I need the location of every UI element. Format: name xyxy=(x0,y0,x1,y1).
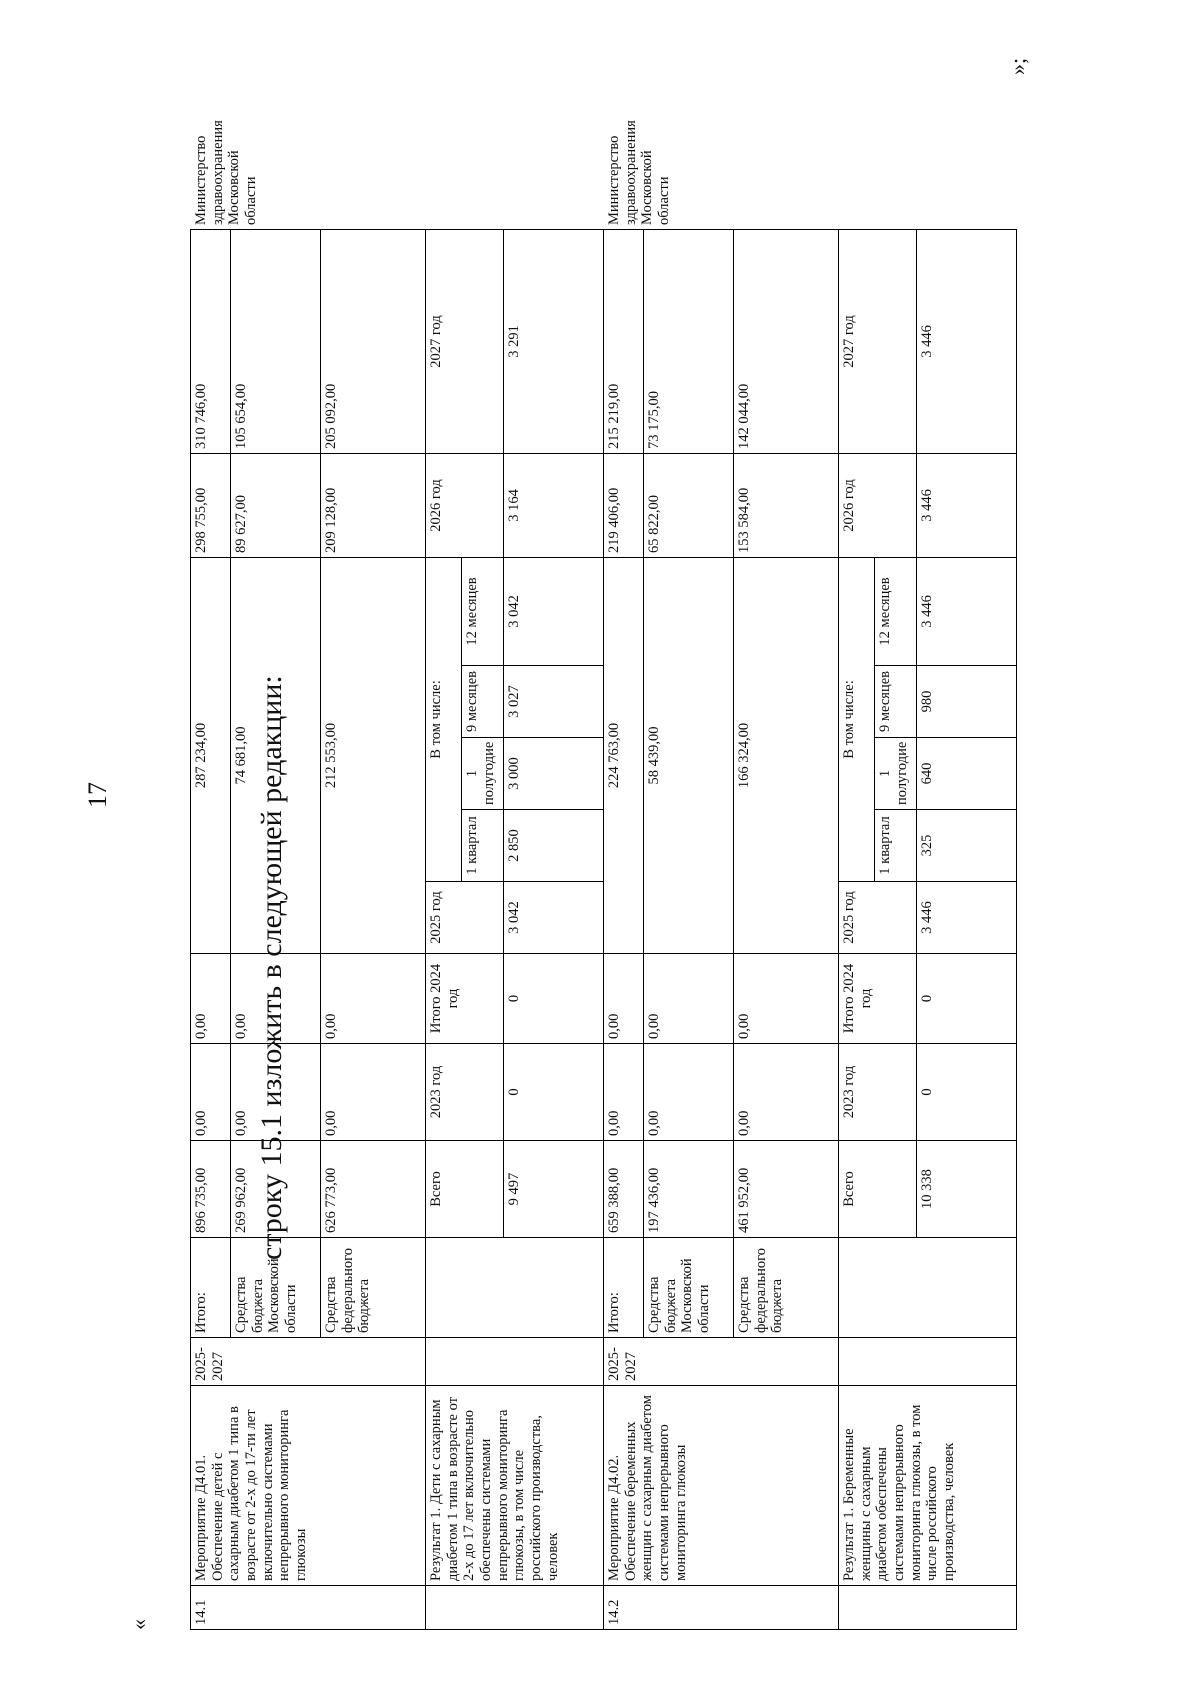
page-number: 17 xyxy=(83,782,112,808)
header-including: В том числе: xyxy=(426,557,462,881)
header-2024: Итого 2024 год xyxy=(839,954,917,1044)
result-2023: 0 xyxy=(917,1044,1017,1141)
y2025-value: 74 681,00 xyxy=(231,557,321,953)
y2024-value: 0,00 xyxy=(604,954,644,1044)
y2027-value: 205 092,00 xyxy=(321,229,426,453)
header-2024: Итого 2024 год xyxy=(426,954,504,1044)
measure-name: Мероприятие Д4.02. Обеспечение беременных женщин с сахарным диабетом системами непрерывного мониторинга глюкозы xyxy=(604,1386,839,1586)
source-label: Итого: xyxy=(191,1238,231,1338)
header-2023: 2023 год xyxy=(426,1044,504,1141)
row-number: 14.1 xyxy=(191,1586,426,1630)
y2024-value: 0,00 xyxy=(191,954,231,1044)
header-2025: 2025 год xyxy=(426,882,504,954)
y2027-value: 310 746,00 xyxy=(191,229,231,453)
header-12m: 12 месяцев xyxy=(462,557,504,665)
y2024-value: 0,00 xyxy=(734,954,839,1044)
header-q1: 1 квартал xyxy=(875,810,917,882)
result-2027: 3 291 xyxy=(504,229,604,453)
y2027-value: 73 175,00 xyxy=(644,229,734,453)
total-value: 896 735,00 xyxy=(191,1141,231,1238)
total-value: 659 388,00 xyxy=(604,1141,644,1238)
y2023-value: 0,00 xyxy=(604,1044,644,1141)
y2026-value: 209 128,00 xyxy=(321,453,426,557)
closing-quote: »; xyxy=(1005,57,1030,75)
y2027-value: 215 219,00 xyxy=(604,229,644,453)
header-2026: 2026 год xyxy=(426,453,504,557)
y2026-value: 153 584,00 xyxy=(734,453,839,557)
result-12m: 3 446 xyxy=(917,557,1017,665)
result-total: 10 338 xyxy=(917,1141,1017,1238)
header-2025: 2025 год xyxy=(839,882,917,954)
y2023-value: 0,00 xyxy=(734,1044,839,1141)
result-h1: 3 000 xyxy=(504,738,604,810)
result-2023: 0 xyxy=(504,1044,604,1141)
y2026-value: 65 822,00 xyxy=(644,453,734,557)
y2024-value: 0,00 xyxy=(644,954,734,1044)
header-12m: 12 месяцев xyxy=(875,557,917,665)
header-q1: 1 квартал xyxy=(462,810,504,882)
result-2027: 3 446 xyxy=(917,229,1017,453)
table-row: 14.2 Мероприятие Д4.02. Обеспечение беременных женщин с сахарным диабетом системами непрерывного мониторинга глюкозы 2025-2027 Итого: 659 388,00 0,00 0,00 224 763,00 219 406,00 215 219,00 Министерство здравоохранения Московской области xyxy=(604,229,644,1629)
measure-name: Мероприятие Д4.01. Обеспечение детей с сахарным диабетом 1 типа в возрасте от 2-х до 17-ти лет включительно системами непрерывного мониторинга глюкозы xyxy=(191,1386,426,1586)
header-total: Всего xyxy=(839,1141,917,1238)
caption-text: строку 15.1 изложить в следующей редакции: xyxy=(255,675,288,1260)
y2027-value: 142 044,00 xyxy=(734,229,839,453)
y2023-value: 0,00 xyxy=(644,1044,734,1141)
y2024-value: 0,00 xyxy=(321,954,426,1044)
source-label: Средства федерального бюджета xyxy=(734,1238,839,1338)
y2025-value: 212 553,00 xyxy=(321,557,426,953)
opening-quote: « xyxy=(126,1619,151,1630)
table-row xyxy=(839,229,875,1629)
result-12m: 3 042 xyxy=(504,557,604,665)
source-label: Средства бюджета Московской области xyxy=(644,1238,734,1338)
result-text: Результат 1. Беременные женщины с сахарным диабетом обеспечены системами непрерывного мониторинга глюкозы, в том числе российского производства, человек xyxy=(839,1386,1017,1586)
result-h1: 640 xyxy=(917,738,1017,810)
y2025-value: 287 234,00 xyxy=(191,557,231,953)
total-value: 626 773,00 xyxy=(321,1141,426,1238)
source-label: Средства бюджета Московской области xyxy=(231,1238,321,1338)
result-total: 9 497 xyxy=(504,1141,604,1238)
y2025-value: 58 439,00 xyxy=(644,557,734,953)
y2025-value: 166 324,00 xyxy=(734,557,839,953)
header-9m: 9 месяцев xyxy=(875,666,917,738)
header-h1: 1 полугодие xyxy=(462,738,504,810)
total-value: 197 436,00 xyxy=(644,1141,734,1238)
result-2025: 3 042 xyxy=(504,882,604,954)
header-2027: 2027 год xyxy=(839,229,917,453)
row-number: 14.2 xyxy=(604,1586,839,1630)
y2026-value: 298 755,00 xyxy=(191,453,231,557)
result-9m: 3 027 xyxy=(504,666,604,738)
header-2027: 2027 год xyxy=(426,229,504,453)
total-value: 461 952,00 xyxy=(734,1141,839,1238)
measure-period: 2025-2027 xyxy=(604,1338,839,1386)
measures-table xyxy=(190,120,1017,1630)
result-q1: 325 xyxy=(917,810,1017,882)
y2026-value: 89 627,00 xyxy=(231,453,321,557)
source-label: Итого: xyxy=(604,1238,644,1338)
result-2026: 3 446 xyxy=(917,453,1017,557)
y2027-value: 105 654,00 xyxy=(231,229,321,453)
header-9m: 9 месяцев xyxy=(462,666,504,738)
header-2026: 2026 год xyxy=(839,453,917,557)
y2024-value: 0,00 xyxy=(231,954,321,1044)
result-2026: 3 164 xyxy=(504,453,604,557)
y2023-value: 0,00 xyxy=(231,1044,321,1141)
measure-period: 2025-2027 xyxy=(191,1338,426,1386)
y2023-value: 0,00 xyxy=(191,1044,231,1141)
header-total: Всего xyxy=(426,1141,504,1238)
header-h1: 1 полугодие xyxy=(875,738,917,810)
result-2024: 0 xyxy=(917,954,1017,1044)
y2026-value: 219 406,00 xyxy=(604,453,644,557)
total-value: 269 962,00 xyxy=(231,1141,321,1238)
result-q1: 2 850 xyxy=(504,810,604,882)
table-row: 14.1 Мероприятие Д4.01. Обеспечение детей с сахарным диабетом 1 типа в возрасте от 2-х до 17-ти лет включительно системами непрерывного мониторинга глюкозы 2025-2027 Итого: 896 735,00 0,00 0,00 287 234,00 298 755,00 310 746,00 Министерство здравоохранения Московской области xyxy=(191,229,231,1629)
result-9m: 980 xyxy=(917,666,1017,738)
header-including: В том числе: xyxy=(839,557,875,881)
result-2025: 3 446 xyxy=(917,882,1017,954)
result-2024: 0 xyxy=(504,954,604,1044)
rotated-page-content xyxy=(0,10,1200,1650)
y2025-value: 224 763,00 xyxy=(604,557,644,953)
result-text: Результат 1. Дети с сахарным диабетом 1 типа в возрасте от 2-х до 17 лет включительно обеспечены системами непрерывного мониторинга глюкозы, в том числе российского производства, человек xyxy=(426,1386,604,1586)
table-row xyxy=(426,229,462,1629)
y2023-value: 0,00 xyxy=(321,1044,426,1141)
header-2023: 2023 год xyxy=(839,1044,917,1141)
source-label: Средства федерального бюджета xyxy=(321,1238,426,1338)
